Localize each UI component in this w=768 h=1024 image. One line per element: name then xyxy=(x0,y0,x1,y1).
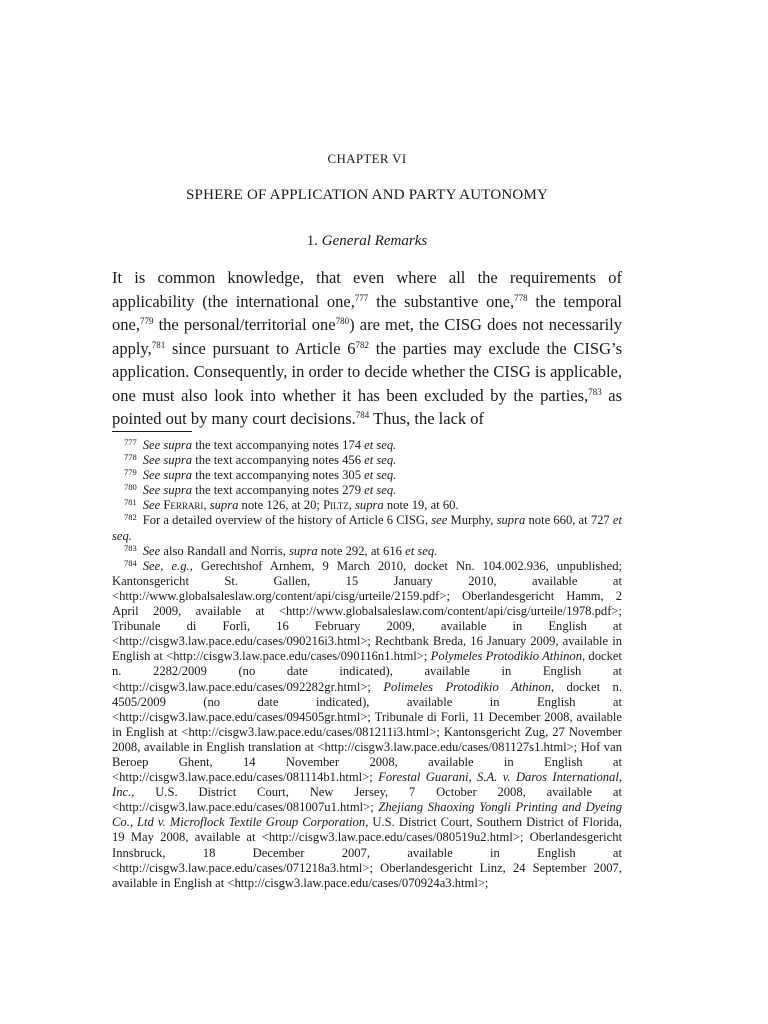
text-run: et seq. xyxy=(364,468,397,483)
text-run: See xyxy=(142,543,161,558)
text-run: Polymeles Protodikio Athinon xyxy=(430,649,582,664)
text-run: See, e.g. xyxy=(142,558,190,573)
text-run: Ferrari xyxy=(163,498,204,513)
text-run: the personal/territorial one xyxy=(153,315,336,334)
text-run: et seq. xyxy=(112,513,622,543)
text-run: note 292, at 616 xyxy=(317,543,406,558)
text-run: , xyxy=(348,498,356,513)
footnote-reference: 778 xyxy=(514,292,528,303)
text-run: See supra xyxy=(142,468,193,483)
text-run: , U.S. District Court, Southern District of Florida, 19 May 2008, available at <http://cisgw3.law.pace.edu/cases/080519u2.html>; Oberlandesgericht Innsbruck, 18 December 2007, available in English at <http://cisgw3.law.pace.edu/cases/071218a3.html>; Oberlandesgericht Linz, 24 September 2007, available in English at <http://cisgw3.law.pace.edu/cases/070924a3.html>; xyxy=(112,815,622,890)
body-paragraph xyxy=(112,266,622,431)
footnote-783: 783 See also Randall and Norris, supra note 292, at 616 et seq. xyxy=(124,542,438,558)
section-heading xyxy=(112,233,622,250)
footnote-reference: 782 xyxy=(355,339,370,350)
text-run: Forestal Guarani, S.A. v. Daros International, Inc. xyxy=(112,770,622,800)
footnote-reference: 780 xyxy=(335,316,350,326)
text-run: See xyxy=(142,498,161,513)
text-run: supra xyxy=(355,498,384,513)
footnote-779: 779 See supra the text accompanying notes 305 et seq. xyxy=(124,467,397,483)
text-run: et seq. xyxy=(364,438,397,452)
footnote-778: 778 See supra the text accompanying notes 456 et seq. xyxy=(124,452,397,468)
footnote-reference: 784 xyxy=(355,410,370,420)
footnote-777: 777 See supra the text accompanying notes 174 et seq. xyxy=(124,437,397,452)
text-run: note 126, at 20; xyxy=(238,498,324,513)
text-run: For a detailed overview of the history of Article 6 CISG, xyxy=(142,513,432,528)
text-run: ) are met, the CISG does not necessarily apply, xyxy=(112,315,622,358)
text-run: the text accompanying notes 279 xyxy=(192,483,365,498)
section-title: General Remarks xyxy=(321,233,428,249)
text-run: , U.S. District Court, New Jersey, 7 October 2008, available at <http://cisgw3.law.pace.edu/cases/081007u1.html>; xyxy=(112,785,622,815)
text-run: See supra xyxy=(142,453,193,468)
footnote-784: 784 See, e.g., Gerechtshof Arnhem, 9 March 2010, docket Nn. 104.002.936, unpublished; Kantonsgericht St. Gallen, 15 January 2010, available at <http://www.globalsaleslaw.org/content/api/cisg/urteile/2159.pdf>; Oberlandesgericht Hamm, 2 April 2009, available at <http://www.globalsaleslaw.com/content/api/cisg/urteile/1978.pdf>; Tribunale di Forlì, 16 February 2009, available in English at <http://cisgw3.law.pace.edu/cases/090216i3.html>; Rechtbank Breda, 16 January 2009, available in English at <http://cisgw3.law.pace.edu/cases/090116n1.html>; Polymeles Protodikio Athinon, docket n. 2282/2009 (no date indicated), available in English at <http://cisgw3.law.pace.edu/cases/092282gr.html>; Polimeles Protodikio Athinon, docket n. 4505/2009 (no date indicated), available in English at <http://cisgw3.law.pace.edu/cases/094505gr.html>; Tribunale di Forlì, 11 December 2008, available in English at <http://cisgw3.law.pace.edu/cases/081211i3.html>; Kantonsgericht Zug, 27 November 2008, available in English translation at <http://cisgw3.law.pace.edu/cases/081127s1.html>; Hof van Beroep Ghent, 14 November 2008, available in English at <http://cisgw3.law.pace.edu/cases/081114b1.html>; Forestal Guarani, S.A. v. Daros International, Inc., U.S. District Court, New Jersey, 7 October 2008, available at <http://cisgw3.law.pace.edu/cases/081007u1.html>; Zhejiang Shaoxing Yongli Printing and Dyeing Co., Ltd v. Microflock Textile Group Corporation, U.S. District Court, Southern District of Florida, 19 May 2008, available at <http://cisgw3.law.pace.edu/cases/080519u2.html>; Oberlandesgericht Innsbruck, 18 December 2007, available in English at <http://cisgw3.law.pace.edu/cases/071218a3.html>; Oberlandesgericht Linz, 24 September 2007, available in English at <http://cisgw3.law.pace.edu/cases/070924a3.html>; xyxy=(112,557,622,890)
text-run: the parties may exclude the CISG’s application. Consequently, in order to decide whether the CISG is applicable, one must also look into whether it has been excluded by the parties, xyxy=(112,338,622,405)
footnote-divider xyxy=(112,431,192,432)
footnote-781: 781 See Ferrari, supra note 126, at 20; Piltz, supra note 19, at 60. xyxy=(124,497,459,513)
text-run: since pursuant to Article 6 xyxy=(165,338,356,358)
text-run: See supra xyxy=(142,483,193,498)
text-run: Thus, the lack of xyxy=(369,409,485,428)
text-run: See supra xyxy=(142,438,193,452)
text-run: note 19, at 60. xyxy=(383,498,459,513)
footnote-reference: 783 xyxy=(588,386,602,397)
footnote-reference: 777 xyxy=(354,292,369,303)
text-run: the text accompanying notes 456 xyxy=(192,453,365,468)
chapter-title: SPHERE OF APPLICATION AND PARTY AUTONOMY xyxy=(185,187,549,203)
text-run: the substantive one, xyxy=(368,291,515,311)
text-run: see xyxy=(431,513,448,528)
text-run: also Randall and Norris, xyxy=(160,543,289,558)
text-run: the text accompanying notes 305 xyxy=(192,468,365,483)
footnotes xyxy=(112,438,622,891)
text-run: note 660, at 727 xyxy=(525,513,613,528)
text-run: the text accompanying notes 174 xyxy=(192,438,365,452)
chapter-heading: CHAPTER VI xyxy=(327,151,407,166)
text-run: et seq. xyxy=(364,483,397,498)
text-run: supra xyxy=(496,513,526,528)
text-run: Murphy, xyxy=(447,513,497,528)
text-run: Zhejiang Shaoxing Yongli Printing and Dyeing Co., Ltd v. Microflock Textile Group Corporation xyxy=(112,800,622,830)
text-run: et seq. xyxy=(405,543,438,558)
footnote-780: 780 See supra the text accompanying notes 279 et seq. xyxy=(124,482,397,498)
section-number: 1. xyxy=(306,233,319,249)
text-run: et seq. xyxy=(364,453,397,468)
text-run: supra xyxy=(288,543,318,558)
text-run: Polimeles Protodikio Athinon xyxy=(383,679,551,694)
footnote-reference: 779 xyxy=(139,316,154,326)
text-run: , xyxy=(203,498,210,513)
text-run: , docket n. 2282/2009 (no date indicated), available in English at <http://cisgw3.law.pace.edu/cases/092282gr.html>; xyxy=(112,649,622,694)
footnote-reference: 781 xyxy=(151,339,166,350)
text-run: as pointed out by many court decisions. xyxy=(112,385,623,428)
text-run: , docket n. 4505/2009 (no date indicated), available in English at <http://cisgw3.law.pace.edu/cases/094505gr.html>; Tribunale di Forlì, 11 December 2008, available in English at <http://cisgw3.law.pace.edu/cases/081211i3.html>; Kantonsgericht Zug, 27 November 2008, available in English translation at <http://cisgw3.law.pace.edu/cases/081127s1.html>; Hof van Beroep Ghent, 14 November 2008, available in English at <http://cisgw3.law.pace.edu/cases/081114b1.html>; xyxy=(112,679,622,785)
text-run: , Gerechtshof Arnhem, 9 March 2010, docket Nn. 104.002.936, unpublished; Kantonsgericht St. Gallen, 15 January 2010, available at <http://www.globalsaleslaw.org/content/api/cisg/urteile/2159.pdf>; Oberlandesgericht Hamm, 2 April 2009, available at <http://www.globalsaleslaw.com/content/api/cisg/urteile/1978.pdf>; Tribunale di Forlì, 16 February 2009, available in English at <http://cisgw3.law.pace.edu/cases/090216i3.html>; Rechtbank Breda, 16 January 2009, available in English at <http://cisgw3.law.pace.edu/cases/090116n1.html>; xyxy=(112,558,622,664)
text-run: supra xyxy=(209,498,239,513)
footnote-782: 782 For a detailed overview of the history of Article 6 CISG, see Murphy, supra note 660, at 727 et seq. xyxy=(112,512,622,543)
text-run: the temporal one, xyxy=(112,291,622,334)
text-run: Piltz xyxy=(323,498,349,513)
text-run: It is common knowledge, that even where all the requirements of applicability (the international one, xyxy=(112,268,622,311)
